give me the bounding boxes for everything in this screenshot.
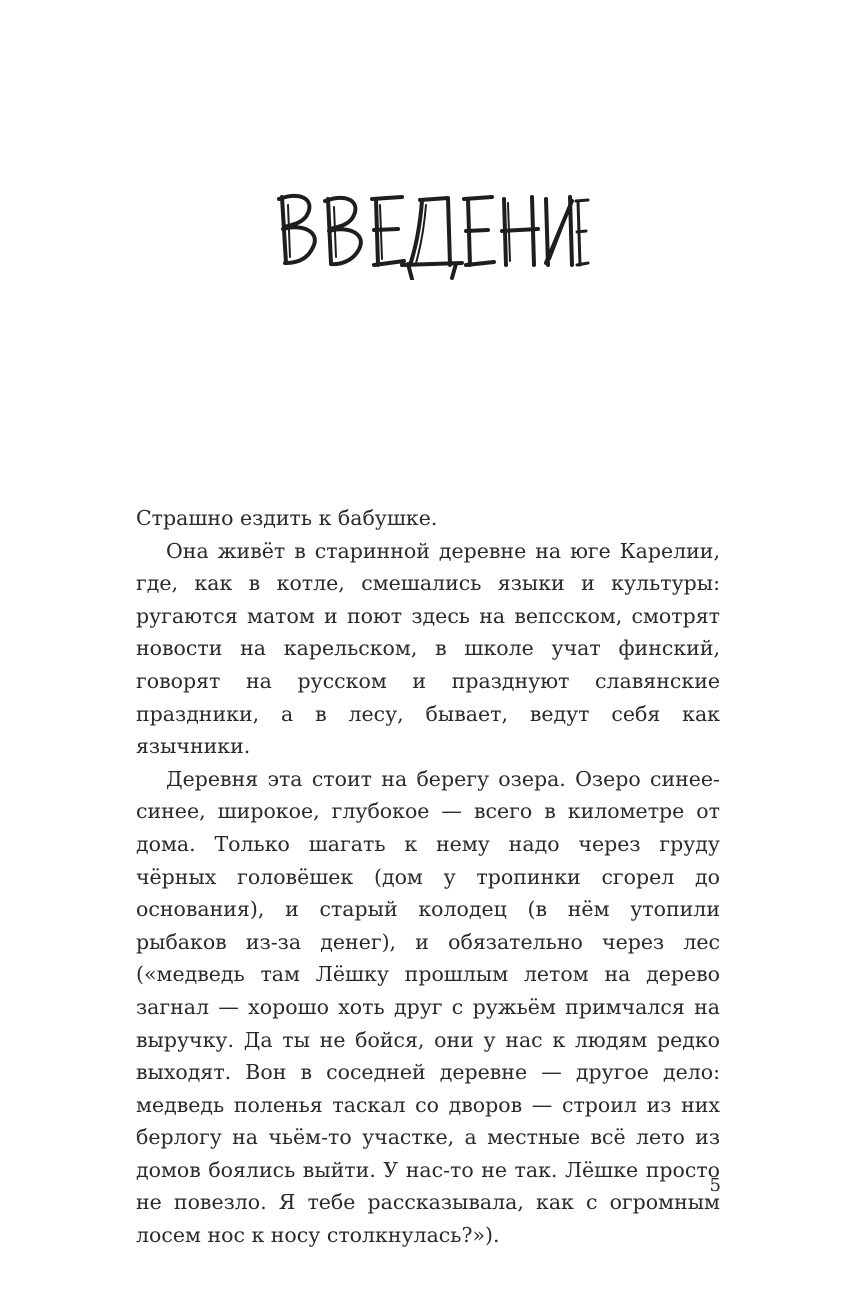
- chapter-title-lettering: [270, 185, 590, 280]
- page-number: 5: [709, 1175, 721, 1196]
- chapter-title: [270, 185, 590, 280]
- paragraph-3: Деревня эта стоит на берегу озера. Озеро синее-синее, широкое, глубокое — всего в километре от дома. Только шагать к нему надо через груду чёрных головёшек (дом у тропинки сгорел до основания), и старый колодец (в нём утопили рыбаков из-за денег), и обязательно через лес («медведь там Лёшку прошлым летом на дерево загнал — хорошо хоть друг с ружьём примчался на выручку. Да ты не бойся, они у нас к людям редко выходят. Вон в соседней деревне — другое дело: медведь поленья таскал со дворов — строил из них берлогу на чьём-то участке, а местные всё лето из домов боялись выйти. У нас-то не так. Лёшке просто не повезло. Я тебе рассказывала, как с огромным лосем нос к носу столкнулась?»).: [136, 766, 720, 1248]
- paragraph-2: Она живёт в старинной деревне на юге Карелии, где, как в котле, смешались языки и культуры: ругаются матом и поют здесь на вепсском, смотрят новости на карельском, в школе учат финский, говорят на русском и празднуют славянские праздники, а в лесу, бывает, ведут себя как язычники.: [136, 538, 720, 759]
- paragraph-1: Страшно ездить к бабушке.: [136, 506, 438, 530]
- body-text: [136, 502, 720, 1252]
